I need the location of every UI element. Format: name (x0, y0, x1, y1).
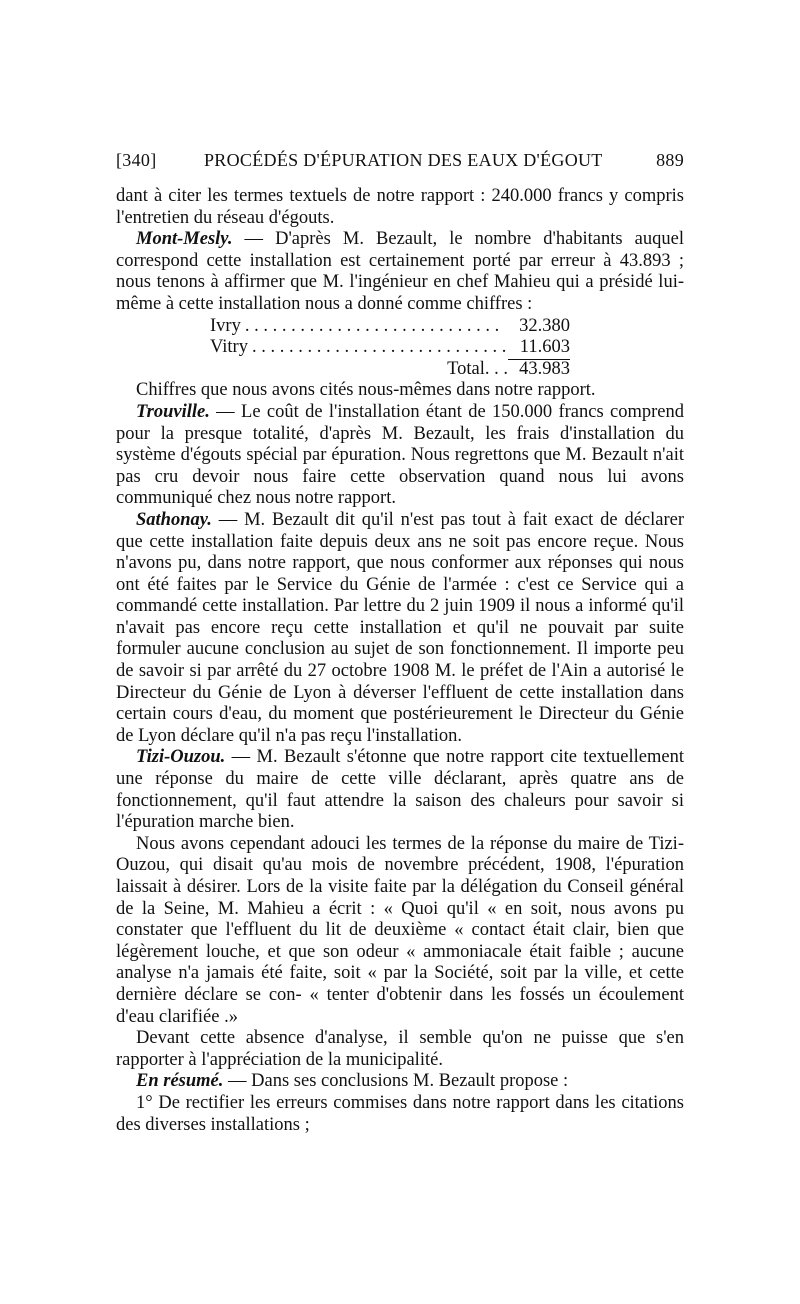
paragraph-sathonay (116, 510, 684, 748)
leader-dots: . . . . . . . . . . . . . . . . . . . . . . . . . . . . (244, 315, 500, 336)
paragraph-text: — M. Bezault s'étonne que notre rapport cite textuellement une réponse du maire de cette ville déclarant, après quatre ans de fonctionnement, qu'il faut attendre la saison des chaleurs pour savoir si l'épuration marche bien. (116, 747, 684, 833)
paragraph-text: — Le coût de l'installation étant de 150.000 francs comprend pour la presque totalité, d'après M. Bezault, les frais d'installation du système d'égouts spécial par épuration. Nous regrettons que M. Bezault n'ait pas cru devoir nous faire cette observation quand nous lui avons communiqué chez nous notre rapport. (116, 401, 684, 509)
paragraph-mont-mesly (116, 229, 684, 315)
paragraph-chiffres: Chiffres que nous avons cités nous-mêmes dans notre rapport. (136, 380, 596, 401)
paragraph-point-1: 1° De rectifier les erreurs commises dans notre rapport dans les citations des diverses installations ; (116, 1092, 684, 1135)
paragraph-devant: Devant cette absence d'analyse, il semble qu'on ne puisse que s'en rapporter à l'appréciation de la municipalité. (116, 1028, 684, 1070)
leader-dots: . . . . . . . . . . . . . . . . . . . . . . . . . . . . (251, 337, 507, 358)
paragraph-text: — D'après M. Bezault, le nombre d'habitants auquel correspond cette installation est certainement porté par erreur à 43.893 ; nous tenons à affirmer que M. l'ingénieur en chef Mahieu qui a présidé lui-même à cette installation nous a donné comme chiffres : (116, 229, 684, 314)
row-value: 32.380 (519, 315, 570, 336)
row-label: Ivry (210, 315, 241, 336)
row-value: 11.603 (508, 337, 570, 360)
running-header (116, 150, 684, 176)
section-label-sathonay: Sathonay. (136, 509, 212, 530)
page-number: 889 (656, 150, 684, 170)
table-row (210, 337, 570, 359)
paragraph-intro: dant à citer les termes textuels de notre rapport : 240.000 francs y compris l'entretien du réseau d'égouts. (116, 186, 684, 228)
section-label-trouville: Trouville. (136, 401, 210, 422)
paragraph-text: — M. Bezault dit qu'il n'est pas tout à fait exact de déclarer que cette installation faite depuis deux ans ne soit pas encore reçue. Nous n'avons pu, dans notre rapport, que nous conformer aux réponses qui nous ont été faites par le Service du Génie de l'armée : c'est ce Service qui a commandé cette installation. Par lettre du 2 juin 1909 il nous a informé qu'il n'avait pas encore reçu cette installation et qu'il ne pouvait par suite formuler aucune conclusion au sujet de son fonctionnement. Il importe peu de savoir si par arrêté du 27 octobre 1908 M. le préfet de l'Ain a autorisé le Directeur du Génie de Lyon à déverser l'effluent de cette installation dans certain cours d'eau, du moment que postérieurement le Directeur du Génie de Lyon déclare qu'il n'a pas reçu l'installation. (116, 509, 684, 746)
population-table (210, 316, 570, 359)
section-label-resume: En résumé. (136, 1071, 224, 1092)
paragraph-resume (116, 1071, 684, 1093)
paragraph-trouville (116, 402, 684, 510)
page-bracket-number: [340] (116, 150, 157, 170)
row-label: Vitry (210, 337, 248, 358)
paragraph-tizi-ouzou-continued: Nous avons cependant adouci les termes de la réponse du maire de Tizi-Ouzou, qui disait qu'au mois de novembre précédent, 1908, l'épuration laissait à désirer. Lors de la visite faite par la délégation du Conseil général de la Seine, M. Mahieu a écrit : « Quoi qu'il « en soit, nous avons pu constater que l'effluent du lit de deuxième « contact était clair, bien que légèrement louche, et que son odeur « ammoniacale était faible ; aucune analyse n'a jamais été faite, soit « par la Société, soit par la ville, et cette dernière déclare se con- « tenter d'obtenir dans les fossés un écoulement d'eau clarifiée .» (116, 833, 684, 1027)
running-title: PROCÉDÉS D'ÉPURATION DES EAUX D'ÉGOUT (204, 150, 603, 170)
paragraph-tizi-ouzou (116, 747, 684, 833)
table-row (210, 316, 570, 338)
section-label-mont-mesly: Mont-Mesly. (136, 229, 233, 250)
total-value: 43.983 (519, 358, 570, 379)
total-label: Total. . . (447, 358, 508, 379)
table-total-row (210, 359, 570, 381)
body-text (116, 186, 684, 1136)
section-label-tizi-ouzou: Tizi-Ouzou. (136, 747, 226, 768)
paragraph-text: — Dans ses conclusions M. Bezault propose : (223, 1071, 569, 1092)
